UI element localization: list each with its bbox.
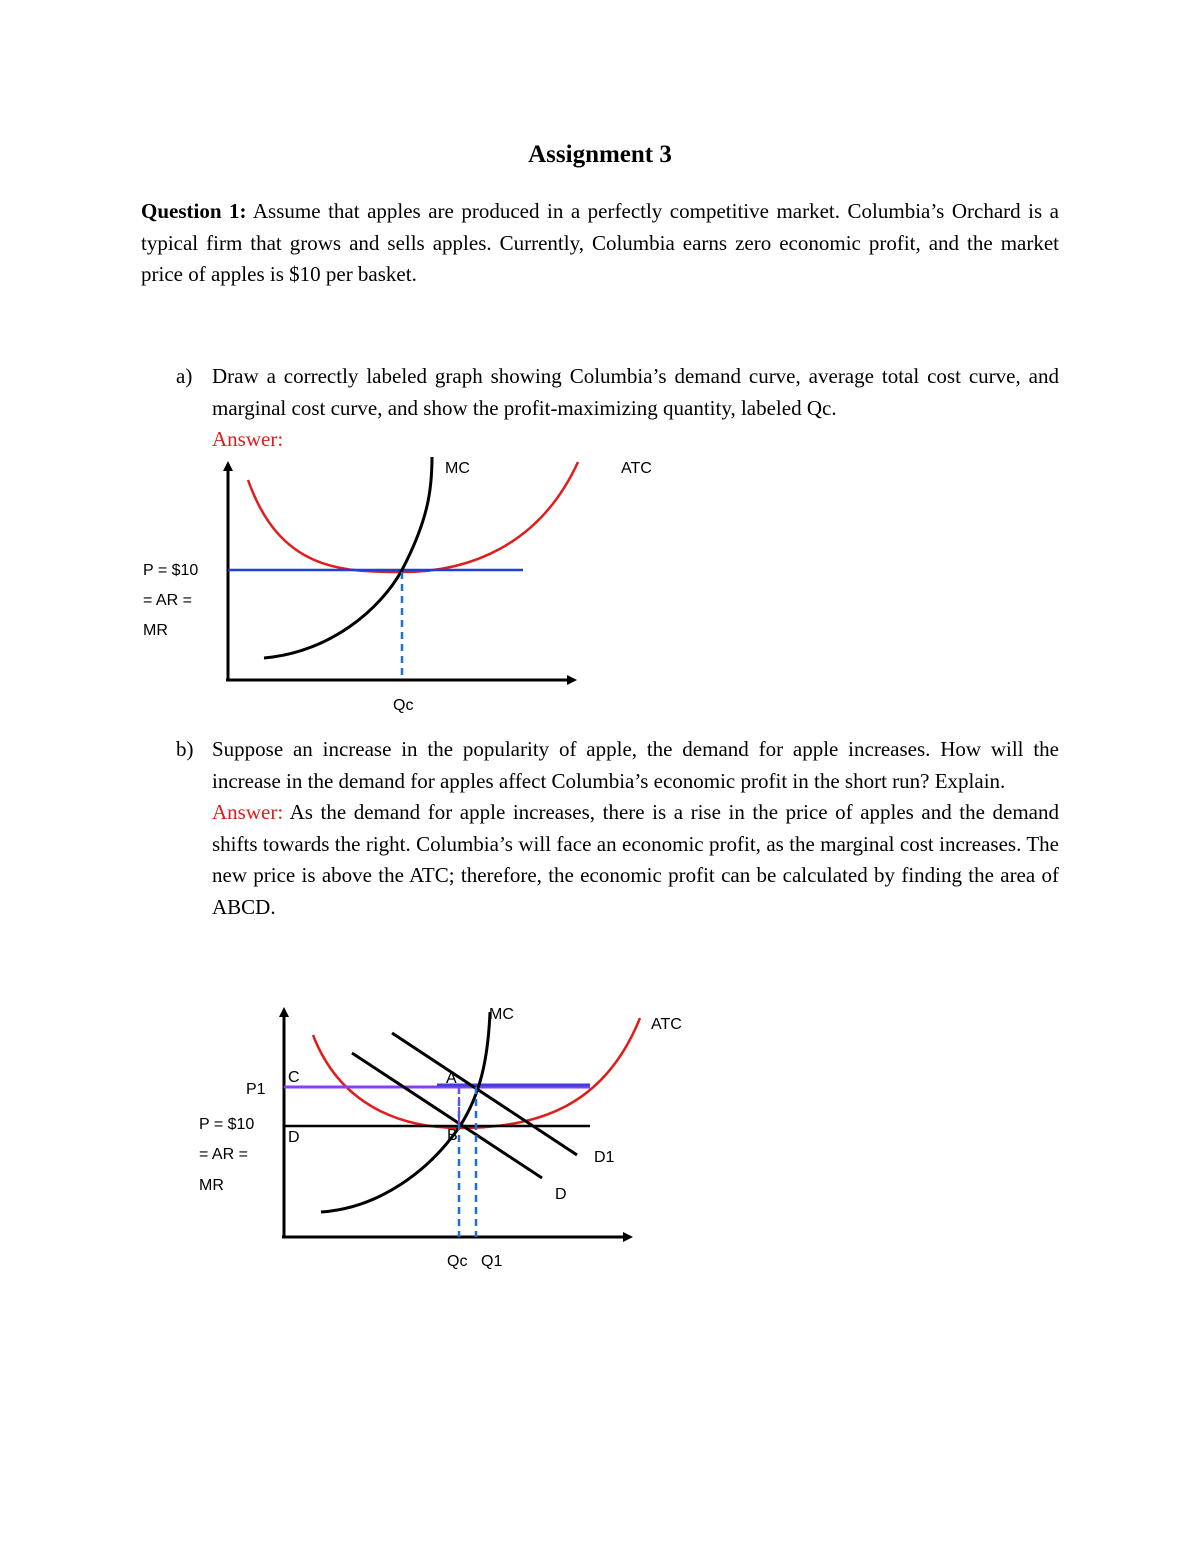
point-c-label: C	[288, 1069, 300, 1086]
part-a-answer-label: Answer:	[212, 427, 284, 451]
part-b-question: Suppose an increase in the popularity of apple, the demand for apple increases. How will the increase in the demand for apples affect Columbia’s economic profit in the short run? Explain.	[212, 737, 1059, 793]
price-label-2-line-3: MR	[199, 1177, 224, 1194]
q1-label: Q1	[481, 1253, 503, 1270]
point-a-label: A	[446, 1070, 457, 1087]
part-a-label: a)	[176, 364, 193, 388]
part-b-answer-label: Answer:	[212, 800, 284, 824]
question-1-label: Question 1:	[141, 199, 247, 223]
qc-label-2: Qc	[447, 1253, 468, 1270]
part-b-answer-text: As the demand for apple increases, there is a rise in the price of apples and the demand shifts towards the right. Columbia’s will face an economic profit, as the marginal cost increases. The new price is above the ATC; therefore, the economic profit can be calculated by finding the area of ABCD.	[212, 800, 1060, 919]
question-1-text: Assume that apples are produced in a perfectly competitive market. Columbia’s Orchard is a typical firm that grows and sells apples. Currently, Columbia earns zero economic profit, and the market price of apples is $10 per basket.	[141, 199, 1060, 286]
price-label-line-1: P = $10	[143, 562, 199, 579]
atc-label: ATC	[621, 460, 652, 477]
point-b-label: B	[447, 1127, 458, 1144]
p1-label: P1	[246, 1081, 266, 1098]
part-b-label: b)	[176, 737, 194, 761]
qc-label: Qc	[393, 697, 414, 714]
price-label-2-line-1: P = $10	[199, 1116, 255, 1133]
mc-label: MC	[445, 460, 470, 477]
atc-label-2: ATC	[651, 1016, 682, 1033]
part-a-question: Draw a correctly labeled graph showing Columbia’s demand curve, average total cost curve, and marginal cost curve, and show the profit-maximizing quantity, labeled Qc.	[212, 364, 1059, 420]
page-title: Assignment 3	[528, 141, 672, 168]
price-label-2-line-2: = AR =	[199, 1146, 248, 1163]
demand-d1	[392, 1033, 577, 1155]
d1-label: D1	[594, 1149, 615, 1166]
price-label-line-3: MR	[143, 622, 168, 639]
d-label: D	[555, 1186, 567, 1203]
point-d-label: D	[288, 1129, 300, 1146]
price-label-line-2: = AR =	[143, 592, 192, 609]
mc-label-2: MC	[489, 1006, 514, 1023]
